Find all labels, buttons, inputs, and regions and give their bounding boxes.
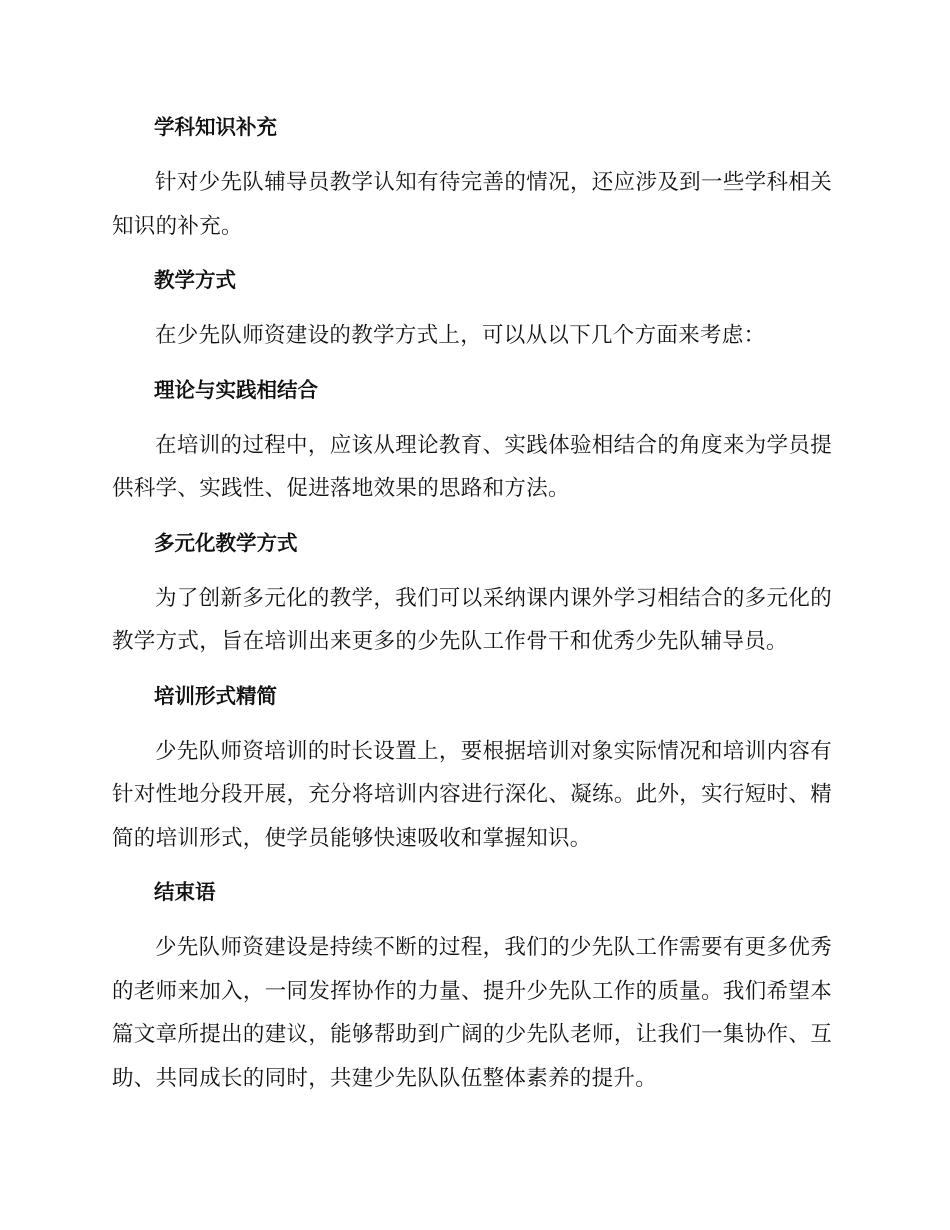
section-heading-theory-practice: 理论与实践相结合 [154, 377, 318, 402]
section-heading-subject-knowledge: 学科知识补充 [154, 115, 277, 139]
document-body [112, 107, 832, 1112]
section-paragraph-theory-practice: 在培训的过程中，应该从理论教育、实践体验相结合的角度来为学员提供科学、实践性、促进落地效果的思路和方法。 [112, 432, 832, 501]
section-heading-teaching-method: 教学方式 [154, 268, 236, 292]
section-paragraph-training-format: 少先队师资培训的时长设置上，要根据培训对象实际情况和培训内容有针对性地分段开展，充分将培训内容进行深化、凝练。此外，实行短时、精简的培训形式，使学员能够快速吸收和掌握知识。 [112, 738, 832, 851]
section-heading-diversified-teaching: 多元化教学方式 [154, 530, 298, 555]
section-paragraph-conclusion: 少先队师资建设是持续不断的过程，我们的少先队工作需要有更多优秀的老师来加入，一同发挥协作的力量、提升少先队工作的质量。我们希望本篇文章所提出的建议，能够帮助到广阔的少先队老师，让我们一集协作、互助、共同成长的同时，共建少先队队伍整体素养的提升。 [112, 935, 832, 1091]
section-paragraph-subject-knowledge: 针对少先队辅导员教学认知有待完善的情况，还应涉及到一些学科相关知识的补充。 [112, 170, 832, 239]
section-paragraph-diversified-teaching: 为了创新多元化的教学，我们可以采纳课内课外学习相结合的多元化的教学方式，旨在培训出来更多的少先队工作骨干和优秀少先队辅导员。 [112, 585, 832, 654]
section-paragraph-teaching-method: 在少先队师资建设的教学方式上，可以从以下几个方面来考虑： [155, 323, 766, 348]
section-heading-conclusion: 结束语 [154, 880, 216, 904]
section-heading-training-format: 培训形式精简 [154, 683, 277, 708]
